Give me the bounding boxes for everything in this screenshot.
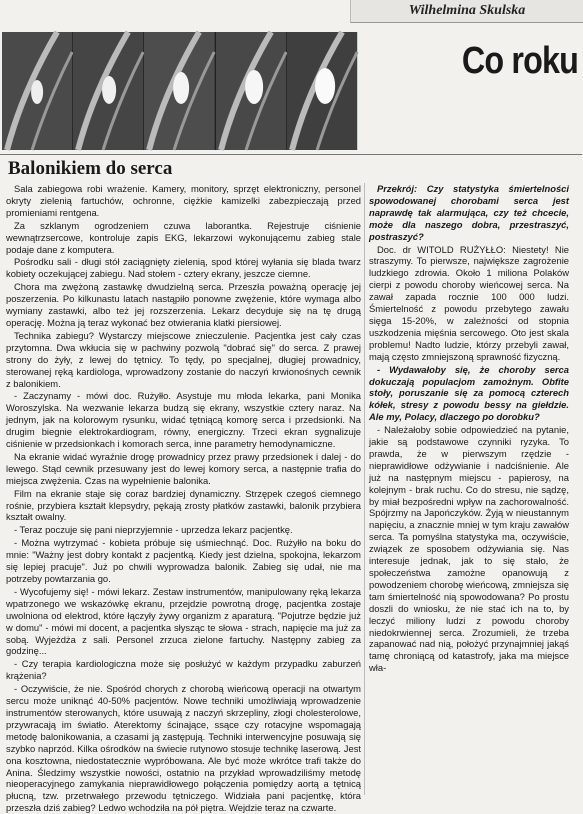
header-rule — [0, 154, 582, 155]
right-paragraph: Doc. dr WITOLD RUŻYŁŁO: Niestety! Nie straszymy. To pierwsze, największe zagrożenie ludzkiego zdrowia. Około 1 miliona Polaków cierpi z powodu choroby wieńcowej serca. Na zawał zapada rocznie 100 000 ludzi. Śmiertelność z powodu przebytego zawału sięga 15-20%, w zależności od stopnia uszkodzenia mięśnia sercowego. Oto jest skala problemu! Nadto ludzie, którzy przebyli zawał, mają często zmniejszoną sprawność fizyczną. — [369, 243, 569, 362]
photo-frame-5 — [287, 32, 357, 150]
left-paragraph: Na ekranie widać wyraźnie drogę prowadnicy przez prawy przedsionek i dalej - do lewego. Stąd cewnik przesuwany jest do lewej komory serca, a następnie trafia do miejsca zwężenia. Czas na wypełnienie balonika. — [6, 450, 361, 486]
headline: Co roku — [461, 40, 578, 82]
photo-frame-4 — [216, 32, 286, 150]
photo-frame-1 — [2, 32, 72, 150]
left-paragraph: Sala zabiegowa robi wrażenie. Kamery, monitory, sprzęt elektroniczny, personel okryty zielenią fartuchów, ochronne, ciężkie kamizelki zabezpieczają przed promieniami rentgena. — [6, 183, 361, 218]
left-paragraph: - Oczywiście, że nie. Spośród chorych z chorobą wieńcową operacji na otwartym sercu może uniknąć 40-50% pacjentów. Nowe techniki umożliwiają wprowadzenie instrumentów sterowanych, które usuwają z naczyń skrzepliny, złogi cholesterolowe, przywracają im światło. Aterektomy ścinające, ssące czy rotacyjne wspomagają metodę balonikowania, a czasami ją zastępują. Techniki interwencyjne posuwają się szybko naprzód. Kilka ośrodków na świecie rutynowo stosuje technikę laserową. Jest ona kosztowna, niedostatecznie wypróbowana. Ale być może wkrótce trafi także do Anina. Śledzimy wszystkie nowości, ostatnio na przykład wprowadziliśmy metodę nieoperacyjnego zamykania nieprawidłowego połączenia pomiędzy aortą a tętnicą płucną, tzw. przetrwałego przewodu tętniczego. Widziała pani pacjentkę, która przeszła dziś zabieg? Ledwo wchodziła na pół piętra. Wejdzie teraz na czwarte. — [6, 683, 361, 814]
left-paragraph: - Zaczynamy - mówi doc. Rużyłło. Asystuje mu młoda lekarka, pani Monika Woroszylska. Na wezwanie lekarza budzą się ekrany, wszystkie cztery naraz. Na jednym, jak na kolorowym rysunku, widać tętniącą komorę serca i przedsionki. Na drugim biegnie elektrokardiogram, równy, energiczny. Trzeci ekran sygnalizuje ciśnienie w przedsionkach i komorach serca, inne parametry hemodynamiczne. — [6, 390, 361, 450]
left-paragraph: Pośrodku sali - długi stół zacią̨gnięty zielenią, spod której wyłania się blada twarz kobiety oczekującej zabiegu. Nad stołem - cztery ekrany, jeszcze ciemne. — [6, 256, 361, 280]
left-paragraph: Technika zabiegu? Wystarczy miejscowe znieczulenie. Pacjentka jest cały czas przytomna. Dwa wkłucia się w pachwiny pozwolą "dobrać się" do serca. Z prawej strony do żyły, z lewej do tętnicy. To tędy, po specjalnej, długiej prowadnicy, sterowanej ręką kardiologa, wprowadzony zostanie do naczyń krwionośnych cewnik z balonikiem. — [6, 329, 361, 389]
column-divider — [364, 183, 365, 795]
interview-question: - Wydawałoby się, że choroby serca dokuczają populacjom zamożnym. Obfite stoły, poruszanie się za pomocą czterech kółek, stresy z powodu bessy na giełdzie. Ale my, Polacy, dlaczego po dorobku? — [369, 363, 569, 423]
photo-frame-2 — [73, 32, 143, 150]
left-paragraph: Chora ma zwężoną zastawkę dwudzielną serca. Przeszła poważną operację jej poszerzenia. Po kilkunastu latach nastąpiło ponowne zwężenie, które wymaga albo wymiany zastawki, albo też jej rozszerzenia. Lekarz decyduje się na tę drugą operację. Można ją teraz wykonać bez otwierania klatki piersiowej. — [6, 281, 361, 328]
left-column — [6, 183, 361, 814]
article-title: Balonikiem do serca — [8, 158, 173, 179]
left-paragraph: Za szklanym ogrodzeniem czuwa laborantka. Rejestruje ciśnienie wewnątrzsercowe, kontroluje zapis EKG, lekarzowi wykonującemu zabieg stale podaje dane z komputera. — [6, 219, 361, 255]
photo-frame-3 — [144, 32, 214, 150]
left-paragraph: - Można wytrzymać - kobieta próbuje się uśmiechnąć. Doc. Rużyłło na boku do mnie: "Ważny jest dobry kontakt z pacjentką. Kiedy jest dzielna, spokojna, lekarzom się lepiej pracuje". Już po chwili wyprowadza balonik. Zabieg się udał, nie ma potrzeby powtarzania go. — [6, 537, 361, 584]
right-column — [369, 183, 569, 798]
interview-question: Przekrój: Czy statystyka śmiertelności spowodowanej chorobami serca jest naprawdę tak alarmująca, czy też chcecie, może dla naszego dobra, przestraszyć, postraszyć? — [369, 183, 569, 242]
left-paragraph: - Czy terapia kardiologiczna może się posłużyć w każdym przypadku zaburzeń krążenia? — [6, 658, 361, 682]
left-paragraph: - Teraz poczuje się pani nieprzyjemnie - uprzedza lekarz pacjentkę. — [14, 524, 293, 536]
left-paragraph: - Wycofujemy się! - mówi lekarz. Zestaw instrumentów, manipulowany ręką lekarza wpatrzonego we wskazówkę ekranu, przejdzie powrotną drogę, pacjentka zostaje uwolniona od elektrod, które łączyły żywy organizm z aparaturą. "Pojutrze będzie już w domu" - mówi mi docent, a pacjentka słysząc te słowa - strach, napięcie ma już za sobą. Wyjeżdża z sali. Personel zrzuca zielone fartuchy. Następny zabieg za godzinę... — [6, 585, 361, 657]
right-paragraph: - Należałoby sobie odpowiedzieć na pytanie, jakie są podstawowe czynniki ryzyka. To prawda, że w pierwszym rzędzie - nieprawidłowe odżywianie i nadciśnienie. Ale już na następnym miejscu - papierosy, na kolejnym - brak ruchu. Co do stresu, nie sądzę, by miał bezpośredni wpływ na zachorowalność. Spójrzmy na Japończyków. Żyją w nieustannym napięciu, a znacznie mniej w tym kraju zawałów serca. Ta pomyślna statystyka ma, oczywiście, związek ze sposobem odżywiania się. Nas interesuje jednak, jak to się stało, że społeczeństwa zamożne opanowują z powodzeniem chorobę wieńcową, zmniejsza się tam śmiertelność nią spowodowana? Po prostu doszli do wniosku, że nie stać ich na to, by leczyć miliony ludzi z powodu choroby niedokrwiennej serca. Zrozumieli, że trzeba zapanować nad nią, położyć przynajmniej jakąś tamę chroniącą od katastrofy, jaka ma miejsce wła- — [369, 424, 569, 674]
author-byline: Wilhelmina Skulska — [350, 0, 583, 23]
left-paragraph: Film na ekranie staje się coraz bardziej dynamiczny. Strzępek czegoś ciemnego rośnie, przybiera kształt klepsydry, pękają zrosty płatków zastawki, balonik przybiera kształt owalny. — [6, 487, 361, 523]
photo-sequence — [2, 32, 357, 150]
